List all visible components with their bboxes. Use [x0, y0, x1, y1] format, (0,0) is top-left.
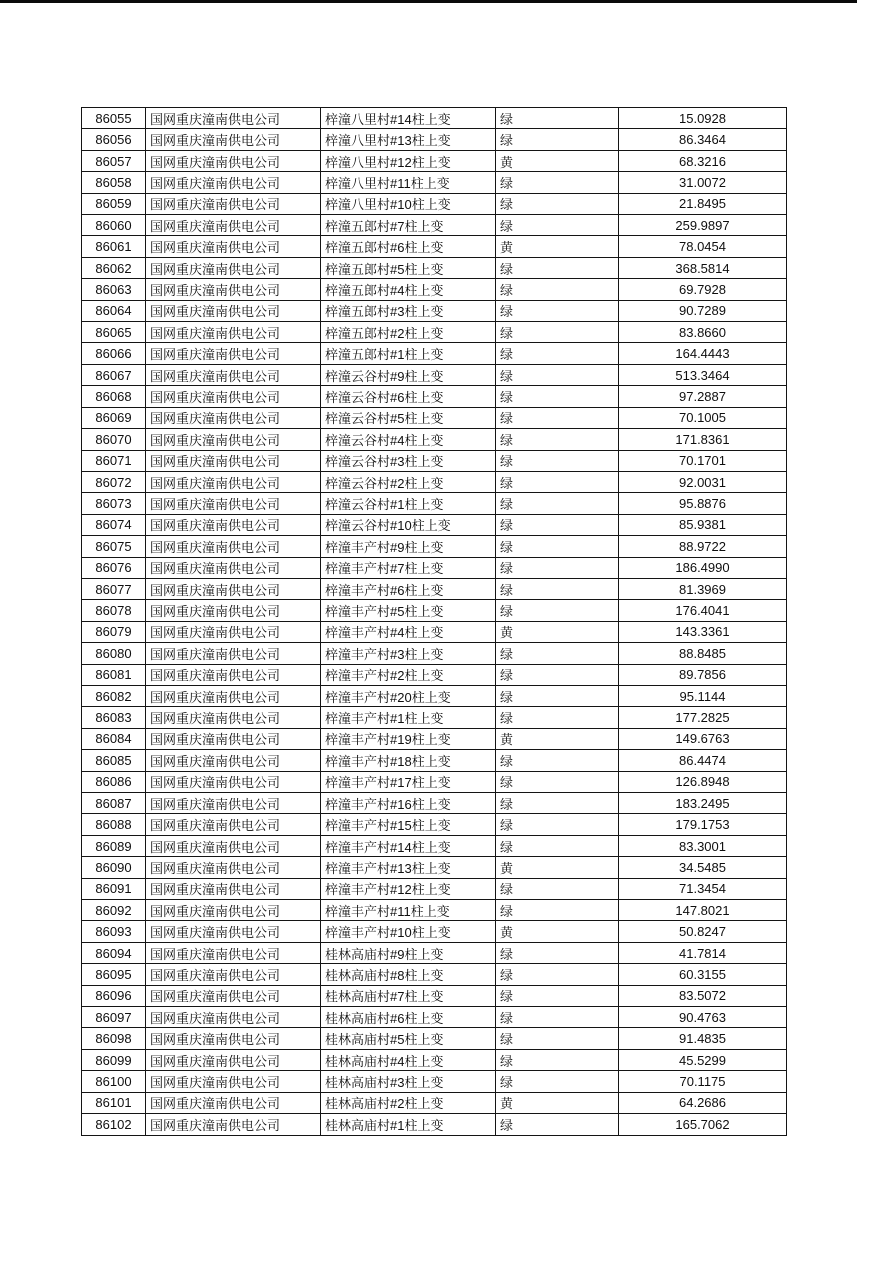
cell-numeric-value: 88.8485 — [619, 643, 787, 664]
cell-status-label: 绿 — [496, 964, 619, 985]
table-row — [82, 407, 787, 428]
cell-transformer-name: 梓潼丰产村#7柱上变 — [321, 557, 496, 578]
cell-numeric-value: 31.0072 — [619, 172, 787, 193]
table-row — [82, 1071, 787, 1092]
cell-numeric-value: 147.8021 — [619, 900, 787, 921]
cell-status-label: 黄 — [496, 921, 619, 942]
table-row — [82, 921, 787, 942]
cell-status-label: 绿 — [496, 172, 619, 193]
cell-record-id: 86091 — [82, 878, 146, 899]
cell-numeric-value: 164.4443 — [619, 343, 787, 364]
cell-status-label: 绿 — [496, 1007, 619, 1028]
cell-company-name: 国网重庆潼南供电公司 — [146, 429, 321, 450]
table-row — [82, 493, 787, 514]
cell-record-id: 86099 — [82, 1049, 146, 1070]
cell-status-label: 黄 — [496, 621, 619, 642]
table-row — [82, 707, 787, 728]
cell-numeric-value: 81.3969 — [619, 578, 787, 599]
cell-status-label: 绿 — [496, 450, 619, 471]
cell-company-name: 国网重庆潼南供电公司 — [146, 1049, 321, 1070]
cell-record-id: 86072 — [82, 471, 146, 492]
cell-transformer-name: 梓潼丰产村#16柱上变 — [321, 793, 496, 814]
cell-company-name: 国网重庆潼南供电公司 — [146, 300, 321, 321]
cell-record-id: 86074 — [82, 514, 146, 535]
cell-status-label: 绿 — [496, 1028, 619, 1049]
cell-numeric-value: 88.9722 — [619, 536, 787, 557]
table-row — [82, 771, 787, 792]
cell-numeric-value: 83.5072 — [619, 985, 787, 1006]
cell-status-label: 绿 — [496, 343, 619, 364]
cell-company-name: 国网重庆潼南供电公司 — [146, 685, 321, 706]
table-row — [82, 1007, 787, 1028]
table-row — [82, 129, 787, 150]
cell-numeric-value: 95.8876 — [619, 493, 787, 514]
table-row — [82, 835, 787, 856]
cell-numeric-value: 64.2686 — [619, 1092, 787, 1113]
cell-status-label: 绿 — [496, 386, 619, 407]
cell-company-name: 国网重庆潼南供电公司 — [146, 942, 321, 963]
cell-numeric-value: 126.8948 — [619, 771, 787, 792]
cell-transformer-name: 梓潼丰产村#4柱上变 — [321, 621, 496, 642]
cell-record-id: 86055 — [82, 108, 146, 129]
table-row — [82, 193, 787, 214]
cell-transformer-name: 梓潼云谷村#2柱上变 — [321, 471, 496, 492]
table-row — [82, 108, 787, 129]
cell-numeric-value: 21.8495 — [619, 193, 787, 214]
cell-record-id: 86077 — [82, 578, 146, 599]
table-row — [82, 793, 787, 814]
cell-company-name: 国网重庆潼南供电公司 — [146, 900, 321, 921]
cell-record-id: 86084 — [82, 728, 146, 749]
cell-company-name: 国网重庆潼南供电公司 — [146, 835, 321, 856]
cell-transformer-name: 梓潼丰产村#13柱上变 — [321, 857, 496, 878]
cell-transformer-name: 梓潼丰产村#20柱上变 — [321, 685, 496, 706]
cell-company-name: 国网重庆潼南供电公司 — [146, 108, 321, 129]
cell-record-id: 86094 — [82, 942, 146, 963]
cell-company-name: 国网重庆潼南供电公司 — [146, 1028, 321, 1049]
cell-transformer-name: 桂林高庙村#9柱上变 — [321, 942, 496, 963]
cell-record-id: 86087 — [82, 793, 146, 814]
cell-company-name: 国网重庆潼南供电公司 — [146, 536, 321, 557]
cell-company-name: 国网重庆潼南供电公司 — [146, 857, 321, 878]
cell-status-label: 绿 — [496, 193, 619, 214]
cell-record-id: 86065 — [82, 322, 146, 343]
cell-record-id: 86060 — [82, 215, 146, 236]
cell-numeric-value: 71.3454 — [619, 878, 787, 899]
cell-company-name: 国网重庆潼南供电公司 — [146, 514, 321, 535]
cell-record-id: 86058 — [82, 172, 146, 193]
cell-transformer-name: 梓潼丰产村#9柱上变 — [321, 536, 496, 557]
cell-numeric-value: 368.5814 — [619, 257, 787, 278]
cell-status-label: 绿 — [496, 536, 619, 557]
cell-transformer-name: 桂林高庙村#1柱上变 — [321, 1114, 496, 1136]
table-row — [82, 364, 787, 385]
cell-numeric-value: 50.8247 — [619, 921, 787, 942]
cell-transformer-name: 梓潼八里村#12柱上变 — [321, 150, 496, 171]
table-row — [82, 322, 787, 343]
cell-company-name: 国网重庆潼南供电公司 — [146, 493, 321, 514]
cell-status-label: 绿 — [496, 322, 619, 343]
cell-transformer-name: 梓潼丰产村#19柱上变 — [321, 728, 496, 749]
cell-numeric-value: 171.8361 — [619, 429, 787, 450]
table-row — [82, 728, 787, 749]
table-row — [82, 1049, 787, 1070]
cell-record-id: 86062 — [82, 257, 146, 278]
cell-company-name: 国网重庆潼南供电公司 — [146, 343, 321, 364]
cell-numeric-value: 45.5299 — [619, 1049, 787, 1070]
cell-transformer-name: 梓潼五郎村#3柱上变 — [321, 300, 496, 321]
cell-company-name: 国网重庆潼南供电公司 — [146, 215, 321, 236]
cell-record-id: 86064 — [82, 300, 146, 321]
cell-status-label: 绿 — [496, 429, 619, 450]
cell-company-name: 国网重庆潼南供电公司 — [146, 450, 321, 471]
cell-company-name: 国网重庆潼南供电公司 — [146, 471, 321, 492]
cell-record-id: 86081 — [82, 664, 146, 685]
cell-transformer-name: 梓潼云谷村#6柱上变 — [321, 386, 496, 407]
cell-numeric-value: 70.1701 — [619, 450, 787, 471]
cell-transformer-name: 梓潼丰产村#15柱上变 — [321, 814, 496, 835]
cell-record-id: 86066 — [82, 343, 146, 364]
cell-company-name: 国网重庆潼南供电公司 — [146, 621, 321, 642]
cell-record-id: 86085 — [82, 750, 146, 771]
cell-company-name: 国网重庆潼南供电公司 — [146, 600, 321, 621]
cell-company-name: 国网重庆潼南供电公司 — [146, 172, 321, 193]
cell-status-label: 绿 — [496, 600, 619, 621]
cell-numeric-value: 177.2825 — [619, 707, 787, 728]
table-row — [82, 150, 787, 171]
table-row — [82, 750, 787, 771]
cell-company-name: 国网重庆潼南供电公司 — [146, 664, 321, 685]
cell-transformer-name: 桂林高庙村#3柱上变 — [321, 1071, 496, 1092]
table-row — [82, 300, 787, 321]
cell-status-label: 黄 — [496, 1092, 619, 1113]
cell-company-name: 国网重庆潼南供电公司 — [146, 257, 321, 278]
cell-numeric-value: 259.9897 — [619, 215, 787, 236]
cell-record-id: 86076 — [82, 557, 146, 578]
cell-company-name: 国网重庆潼南供电公司 — [146, 985, 321, 1006]
cell-transformer-name: 梓潼丰产村#1柱上变 — [321, 707, 496, 728]
cell-record-id: 86075 — [82, 536, 146, 557]
cell-record-id: 86100 — [82, 1071, 146, 1092]
cell-transformer-name: 梓潼五郎村#1柱上变 — [321, 343, 496, 364]
cell-transformer-name: 梓潼丰产村#18柱上变 — [321, 750, 496, 771]
cell-status-label: 绿 — [496, 471, 619, 492]
cell-transformer-name: 梓潼云谷村#4柱上变 — [321, 429, 496, 450]
cell-transformer-name: 梓潼八里村#11柱上变 — [321, 172, 496, 193]
table-row — [82, 900, 787, 921]
cell-numeric-value: 86.4474 — [619, 750, 787, 771]
cell-company-name: 国网重庆潼南供电公司 — [146, 793, 321, 814]
cell-numeric-value: 513.3464 — [619, 364, 787, 385]
cell-transformer-name: 梓潼丰产村#17柱上变 — [321, 771, 496, 792]
cell-transformer-name: 梓潼丰产村#11柱上变 — [321, 900, 496, 921]
cell-numeric-value: 91.4835 — [619, 1028, 787, 1049]
cell-transformer-name: 桂林高庙村#7柱上变 — [321, 985, 496, 1006]
cell-record-id: 86088 — [82, 814, 146, 835]
cell-numeric-value: 68.3216 — [619, 150, 787, 171]
cell-status-label: 绿 — [496, 793, 619, 814]
cell-numeric-value: 70.1175 — [619, 1071, 787, 1092]
cell-record-id: 86092 — [82, 900, 146, 921]
cell-status-label: 绿 — [496, 257, 619, 278]
cell-record-id: 86057 — [82, 150, 146, 171]
cell-company-name: 国网重庆潼南供电公司 — [146, 386, 321, 407]
cell-status-label: 绿 — [496, 578, 619, 599]
table-row — [82, 664, 787, 685]
top-edge-bar — [0, 0, 857, 3]
cell-status-label: 绿 — [496, 514, 619, 535]
cell-status-label: 绿 — [496, 664, 619, 685]
cell-record-id: 86090 — [82, 857, 146, 878]
cell-numeric-value: 89.7856 — [619, 664, 787, 685]
cell-numeric-value: 179.1753 — [619, 814, 787, 835]
cell-status-label: 绿 — [496, 279, 619, 300]
cell-record-id: 86079 — [82, 621, 146, 642]
table-row — [82, 985, 787, 1006]
cell-record-id: 86097 — [82, 1007, 146, 1028]
table-row — [82, 600, 787, 621]
cell-numeric-value: 176.4041 — [619, 600, 787, 621]
cell-transformer-name: 梓潼云谷村#3柱上变 — [321, 450, 496, 471]
cell-record-id: 86089 — [82, 835, 146, 856]
cell-company-name: 国网重庆潼南供电公司 — [146, 750, 321, 771]
table-body — [82, 108, 787, 1136]
cell-status-label: 绿 — [496, 707, 619, 728]
cell-record-id: 86073 — [82, 493, 146, 514]
cell-company-name: 国网重庆潼南供电公司 — [146, 728, 321, 749]
cell-company-name: 国网重庆潼南供电公司 — [146, 236, 321, 257]
cell-company-name: 国网重庆潼南供电公司 — [146, 364, 321, 385]
cell-company-name: 国网重庆潼南供电公司 — [146, 964, 321, 985]
cell-transformer-name: 桂林高庙村#8柱上变 — [321, 964, 496, 985]
cell-status-label: 绿 — [496, 1049, 619, 1070]
cell-status-label: 绿 — [496, 215, 619, 236]
cell-status-label: 黄 — [496, 857, 619, 878]
table-row — [82, 172, 787, 193]
cell-record-id: 86080 — [82, 643, 146, 664]
cell-numeric-value: 97.2887 — [619, 386, 787, 407]
cell-numeric-value: 143.3361 — [619, 621, 787, 642]
cell-transformer-name: 梓潼云谷村#1柱上变 — [321, 493, 496, 514]
cell-transformer-name: 梓潼五郎村#7柱上变 — [321, 215, 496, 236]
cell-numeric-value: 86.3464 — [619, 129, 787, 150]
cell-record-id: 86059 — [82, 193, 146, 214]
cell-transformer-name: 梓潼五郎村#5柱上变 — [321, 257, 496, 278]
cell-transformer-name: 桂林高庙村#6柱上变 — [321, 1007, 496, 1028]
table-row — [82, 429, 787, 450]
cell-record-id: 86068 — [82, 386, 146, 407]
cell-record-id: 86096 — [82, 985, 146, 1006]
cell-transformer-name: 梓潼云谷村#10柱上变 — [321, 514, 496, 535]
table-row — [82, 536, 787, 557]
cell-transformer-name: 梓潼五郎村#6柱上变 — [321, 236, 496, 257]
table-row — [82, 942, 787, 963]
table-row — [82, 814, 787, 835]
cell-transformer-name: 桂林高庙村#2柱上变 — [321, 1092, 496, 1113]
cell-company-name: 国网重庆潼南供电公司 — [146, 643, 321, 664]
cell-transformer-name: 梓潼五郎村#4柱上变 — [321, 279, 496, 300]
table-row — [82, 279, 787, 300]
cell-status-label: 黄 — [496, 236, 619, 257]
table-row — [82, 685, 787, 706]
cell-company-name: 国网重庆潼南供电公司 — [146, 771, 321, 792]
cell-record-id: 86069 — [82, 407, 146, 428]
cell-transformer-name: 桂林高庙村#5柱上变 — [321, 1028, 496, 1049]
table-row — [82, 857, 787, 878]
transformer-data-table — [81, 107, 787, 1136]
cell-status-label: 绿 — [496, 750, 619, 771]
cell-status-label: 绿 — [496, 771, 619, 792]
cell-numeric-value: 83.8660 — [619, 322, 787, 343]
table-row — [82, 643, 787, 664]
cell-status-label: 绿 — [496, 643, 619, 664]
cell-transformer-name: 梓潼八里村#14柱上变 — [321, 108, 496, 129]
cell-company-name: 国网重庆潼南供电公司 — [146, 407, 321, 428]
cell-numeric-value: 149.6763 — [619, 728, 787, 749]
cell-status-label: 黄 — [496, 150, 619, 171]
table-row — [82, 257, 787, 278]
cell-record-id: 86093 — [82, 921, 146, 942]
table-row — [82, 964, 787, 985]
cell-transformer-name: 梓潼云谷村#5柱上变 — [321, 407, 496, 428]
cell-numeric-value: 92.0031 — [619, 471, 787, 492]
cell-transformer-name: 桂林高庙村#4柱上变 — [321, 1049, 496, 1070]
cell-numeric-value: 70.1005 — [619, 407, 787, 428]
cell-status-label: 绿 — [496, 300, 619, 321]
cell-status-label: 绿 — [496, 407, 619, 428]
cell-transformer-name: 梓潼云谷村#9柱上变 — [321, 364, 496, 385]
table-row — [82, 1092, 787, 1113]
cell-transformer-name: 梓潼丰产村#3柱上变 — [321, 643, 496, 664]
cell-transformer-name: 梓潼五郎村#2柱上变 — [321, 322, 496, 343]
cell-status-label: 绿 — [496, 814, 619, 835]
cell-transformer-name: 梓潼八里村#13柱上变 — [321, 129, 496, 150]
cell-record-id: 86083 — [82, 707, 146, 728]
cell-company-name: 国网重庆潼南供电公司 — [146, 1092, 321, 1113]
cell-status-label: 绿 — [496, 985, 619, 1006]
cell-record-id: 86067 — [82, 364, 146, 385]
cell-numeric-value: 41.7814 — [619, 942, 787, 963]
cell-company-name: 国网重庆潼南供电公司 — [146, 1071, 321, 1092]
cell-status-label: 绿 — [496, 1114, 619, 1136]
cell-numeric-value: 90.7289 — [619, 300, 787, 321]
cell-status-label: 绿 — [496, 364, 619, 385]
table-row — [82, 578, 787, 599]
cell-status-label: 绿 — [496, 900, 619, 921]
cell-record-id: 86095 — [82, 964, 146, 985]
cell-record-id: 86056 — [82, 129, 146, 150]
cell-status-label: 黄 — [496, 728, 619, 749]
cell-company-name: 国网重庆潼南供电公司 — [146, 707, 321, 728]
cell-status-label: 绿 — [496, 685, 619, 706]
table-row — [82, 386, 787, 407]
table-row — [82, 450, 787, 471]
cell-numeric-value: 34.5485 — [619, 857, 787, 878]
cell-status-label: 绿 — [496, 129, 619, 150]
cell-numeric-value: 165.7062 — [619, 1114, 787, 1136]
cell-status-label: 绿 — [496, 493, 619, 514]
cell-transformer-name: 梓潼丰产村#10柱上变 — [321, 921, 496, 942]
cell-transformer-name: 梓潼丰产村#14柱上变 — [321, 835, 496, 856]
cell-record-id: 86063 — [82, 279, 146, 300]
table-row — [82, 557, 787, 578]
cell-transformer-name: 梓潼丰产村#5柱上变 — [321, 600, 496, 621]
table-row — [82, 471, 787, 492]
table-row — [82, 1114, 787, 1136]
cell-numeric-value: 186.4990 — [619, 557, 787, 578]
cell-numeric-value: 78.0454 — [619, 236, 787, 257]
cell-company-name: 国网重庆潼南供电公司 — [146, 279, 321, 300]
cell-record-id: 86082 — [82, 685, 146, 706]
cell-numeric-value: 95.1144 — [619, 685, 787, 706]
cell-transformer-name: 梓潼丰产村#2柱上变 — [321, 664, 496, 685]
cell-company-name: 国网重庆潼南供电公司 — [146, 878, 321, 899]
table-row — [82, 514, 787, 535]
table-row — [82, 1028, 787, 1049]
table-row — [82, 236, 787, 257]
cell-status-label: 绿 — [496, 1071, 619, 1092]
table-row — [82, 343, 787, 364]
cell-transformer-name: 梓潼丰产村#6柱上变 — [321, 578, 496, 599]
cell-record-id: 86071 — [82, 450, 146, 471]
cell-numeric-value: 60.3155 — [619, 964, 787, 985]
cell-company-name: 国网重庆潼南供电公司 — [146, 150, 321, 171]
cell-company-name: 国网重庆潼南供电公司 — [146, 578, 321, 599]
cell-record-id: 86102 — [82, 1114, 146, 1136]
table-row — [82, 878, 787, 899]
cell-record-id: 86101 — [82, 1092, 146, 1113]
cell-status-label: 绿 — [496, 108, 619, 129]
cell-numeric-value: 83.3001 — [619, 835, 787, 856]
cell-company-name: 国网重庆潼南供电公司 — [146, 1007, 321, 1028]
cell-company-name: 国网重庆潼南供电公司 — [146, 921, 321, 942]
cell-numeric-value: 15.0928 — [619, 108, 787, 129]
cell-company-name: 国网重庆潼南供电公司 — [146, 322, 321, 343]
cell-company-name: 国网重庆潼南供电公司 — [146, 1114, 321, 1136]
cell-company-name: 国网重庆潼南供电公司 — [146, 557, 321, 578]
cell-status-label: 绿 — [496, 835, 619, 856]
cell-numeric-value: 183.2495 — [619, 793, 787, 814]
cell-transformer-name: 梓潼丰产村#12柱上变 — [321, 878, 496, 899]
cell-company-name: 国网重庆潼南供电公司 — [146, 814, 321, 835]
cell-record-id: 86078 — [82, 600, 146, 621]
cell-status-label: 绿 — [496, 557, 619, 578]
cell-record-id: 86098 — [82, 1028, 146, 1049]
cell-status-label: 绿 — [496, 942, 619, 963]
cell-record-id: 86061 — [82, 236, 146, 257]
cell-status-label: 绿 — [496, 878, 619, 899]
table-row — [82, 215, 787, 236]
cell-company-name: 国网重庆潼南供电公司 — [146, 129, 321, 150]
cell-numeric-value: 85.9381 — [619, 514, 787, 535]
cell-numeric-value: 90.4763 — [619, 1007, 787, 1028]
cell-transformer-name: 梓潼八里村#10柱上变 — [321, 193, 496, 214]
table-row — [82, 621, 787, 642]
cell-record-id: 86070 — [82, 429, 146, 450]
cell-numeric-value: 69.7928 — [619, 279, 787, 300]
cell-record-id: 86086 — [82, 771, 146, 792]
cell-company-name: 国网重庆潼南供电公司 — [146, 193, 321, 214]
